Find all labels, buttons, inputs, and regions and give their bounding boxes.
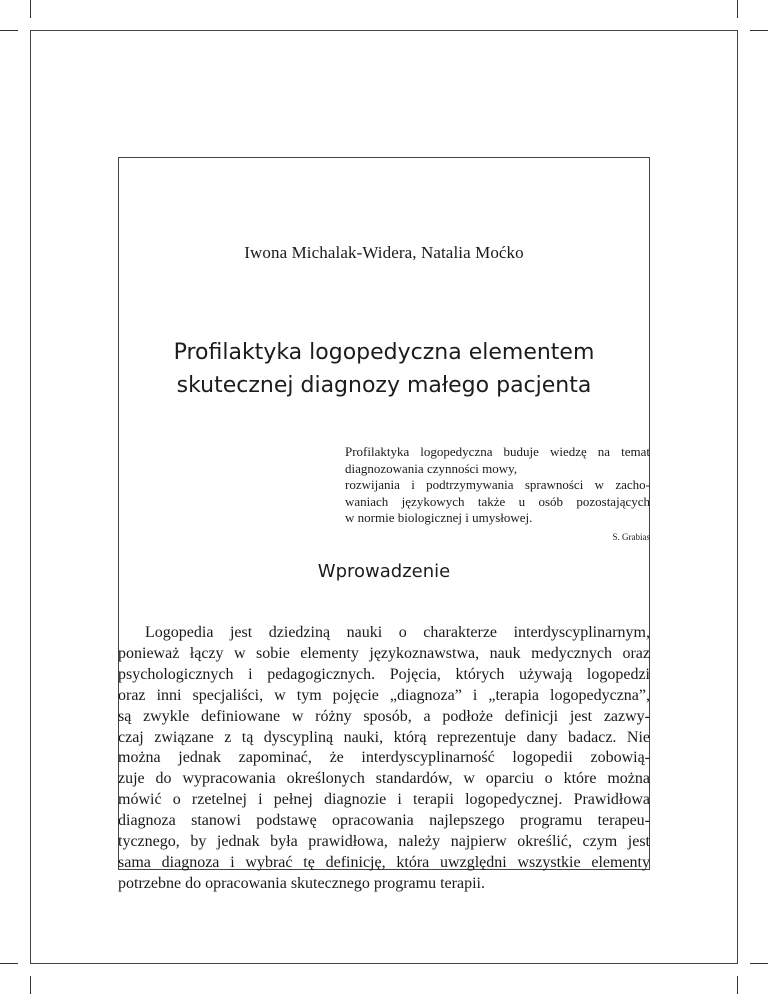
paragraph-line: można jednak zapominać, że interdyscyplinarność logopedii zobowią- bbox=[118, 749, 650, 767]
paragraph-line: potrzebne do opracowania skutecznego programu terapii. bbox=[118, 874, 485, 892]
title-line-1: Profilaktyka logopedyczna elementem bbox=[173, 340, 595, 365]
epigraph-line: waniach językowych także u osób pozostających bbox=[345, 493, 650, 509]
epigraph bbox=[345, 444, 650, 543]
paragraph-line: oraz inni specjaliści, w tym pojęcie „diagnoza” i „terapia logopedyczna”, bbox=[118, 686, 650, 704]
paragraph-line: czaj związane z tą dyscypliną nauki, którą reprezentuje dany badacz. Nie bbox=[118, 728, 650, 746]
epigraph-line: diagnozowania czynności mowy, bbox=[345, 460, 518, 476]
article-authors: Iwona Michalak-Widera, Natalia Moćko bbox=[244, 243, 524, 262]
paragraph-line: są zwykle definiowane w różny sposób, a podłoże definicji jest zazwy- bbox=[118, 707, 650, 725]
paragraph-line: sama diagnoza i wybrać tę definicję, która uwzględni wszystkie elementy bbox=[118, 853, 650, 871]
crop-mark-bottom-right bbox=[737, 976, 738, 994]
paragraph-line: diagnoza stanowi podstawę opracowania najlepszego programu terapeu- bbox=[118, 812, 650, 830]
crop-mark-right-bottom bbox=[750, 963, 768, 964]
epigraph-author: S. Grabias bbox=[612, 531, 650, 542]
paragraph-line: tycznego, by jednak była prawidłowa, należy najpierw określić, czym jest bbox=[118, 833, 650, 851]
section-heading: Wprowadzenie bbox=[317, 561, 451, 582]
epigraph-line: rozwijania i podtrzymywania sprawności w zacho- bbox=[345, 477, 650, 492]
paragraph-line: zuje do wypracowania określonych standardów, w oparciu o które można bbox=[118, 770, 650, 788]
crop-mark-top-left bbox=[30, 0, 31, 18]
epigraph-line: w normie biologicznej i umysłowej. bbox=[345, 510, 533, 525]
article-title bbox=[118, 336, 650, 402]
paragraph-line: Logopedia jest dziedziną nauki o charakterze interdyscyplinarnym, bbox=[145, 624, 650, 641]
crop-mark-bottom-left bbox=[30, 976, 31, 994]
crop-mark-right-top bbox=[750, 30, 768, 31]
crop-mark-top-right bbox=[737, 0, 738, 18]
paragraph-line: psychologicznych i pedagogicznych. Pojęcia, których używają logopedzi bbox=[118, 665, 650, 683]
paragraph-line: mówić o rzetelnej i pełnej diagnozie i terapii logopedycznej. Prawidłowa bbox=[118, 791, 650, 809]
epigraph-line: Profilaktyka logopedyczna buduje wiedzę na temat bbox=[345, 444, 650, 459]
paragraph-line: ponieważ łączy w sobie elementy językoznawstwa, nauk medycznych oraz bbox=[118, 644, 650, 662]
body-paragraph bbox=[118, 623, 650, 895]
crop-mark-left-top bbox=[0, 30, 18, 31]
title-line-2: skutecznej diagnozy małego pacjenta bbox=[176, 373, 592, 398]
crop-mark-left-bottom bbox=[0, 963, 18, 964]
